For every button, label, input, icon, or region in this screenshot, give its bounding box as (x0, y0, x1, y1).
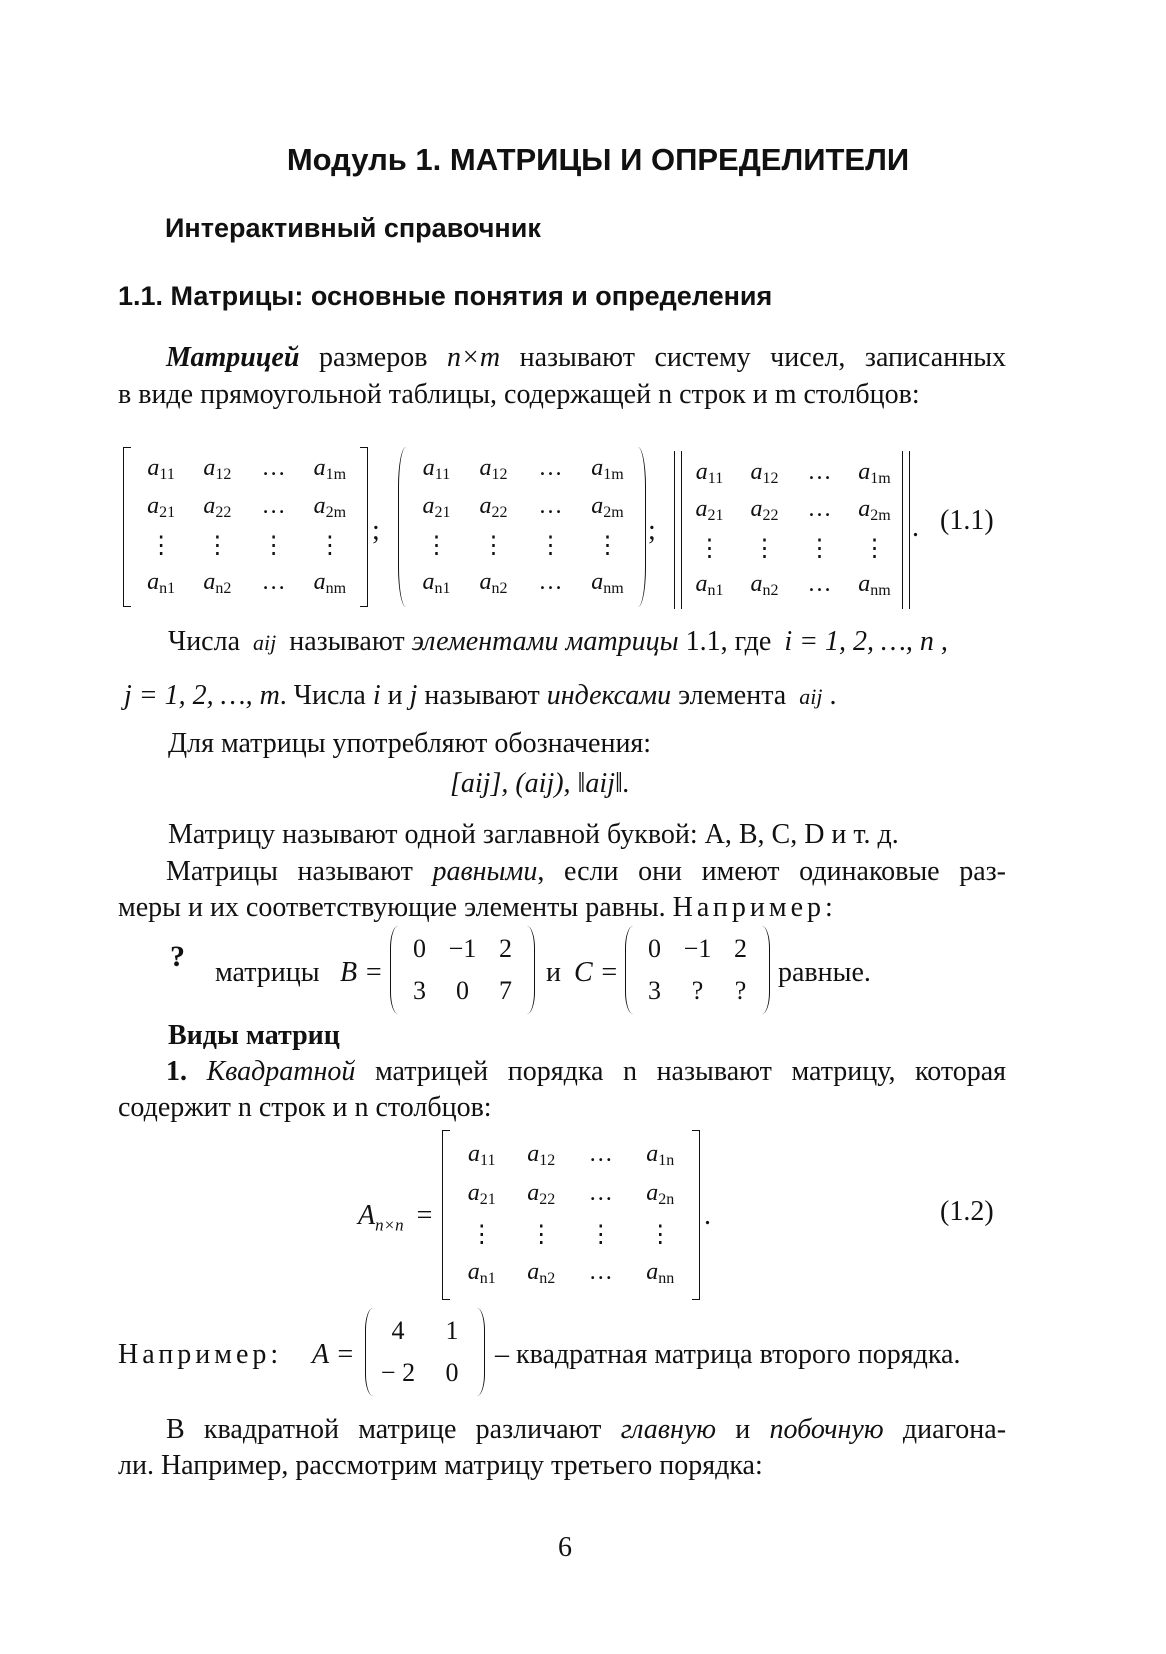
subscript: 1m (325, 466, 347, 483)
matrix-cell: $a_{1m}$ (591, 455, 624, 483)
text: матрицей порядка n называют матрицу, которая (374, 1056, 1006, 1087)
matrix-cell: … (538, 493, 563, 519)
matrix-cell: ⋮ (648, 1221, 673, 1248)
subscript: 22 (539, 1191, 556, 1209)
matrix-cell: $a_{22}$ (479, 493, 508, 521)
example-label: Например: (672, 892, 837, 923)
matrix-cell: ? (734, 976, 747, 1005)
example-2-label: Например: (118, 1339, 283, 1370)
matrix-a-label: A = (312, 1339, 355, 1370)
matrix-cell: … (588, 1140, 613, 1167)
matrix-cell: $a_{22}$ (750, 496, 779, 525)
matrix-square-brackets (123, 447, 368, 607)
matrix-cell: 3 (648, 976, 661, 1005)
subscript: n2 (539, 1270, 556, 1288)
subscript: 2n (658, 1191, 675, 1209)
matrix-cell: ⋮ (595, 533, 620, 559)
matrix-a-nxn (442, 1130, 700, 1300)
matrix-cell: −1 (683, 934, 712, 963)
subscript: 1m (870, 469, 891, 487)
matrix-b (390, 926, 535, 1014)
matrix-cell: … (261, 569, 286, 595)
matrix-cell: $a_{2m}$ (858, 496, 891, 525)
text: называют (289, 626, 405, 657)
types-heading: Виды матриц (168, 1020, 340, 1051)
text: элемента (678, 680, 787, 711)
matrix-cell: 0 (648, 934, 661, 963)
matrix-cell: … (538, 569, 563, 595)
right-paren (638, 447, 646, 607)
subscript: 11 (159, 466, 175, 483)
subscript: 1m (603, 466, 624, 483)
matrix-cell: $a_{n2}$ (203, 569, 232, 597)
subscript: 22 (762, 507, 779, 525)
matrix-cell: ? (691, 976, 704, 1005)
text: , если они имеют одинаковые раз- (537, 856, 1007, 887)
right-bracket (360, 447, 368, 607)
subscript: 12 (491, 466, 508, 483)
matrix-cell: … (261, 493, 286, 519)
matrix-cell: $a_{nm}$ (313, 569, 347, 597)
text: . Числа (279, 680, 366, 711)
subscript: 11 (480, 1151, 496, 1169)
term-square: Квадратной (206, 1056, 356, 1087)
matrix-cell: $a_{21}$ (467, 1180, 496, 1209)
subscript: 21 (707, 507, 724, 525)
term-equal: равными (432, 856, 538, 887)
paragraph-5-line-2 (118, 890, 837, 926)
list-number: 1. (166, 1056, 187, 1087)
matrix-cell: $a_{nn}$ (646, 1259, 675, 1288)
subscript: n1 (479, 1270, 496, 1288)
text: называют (424, 680, 540, 711)
subscript: 11 (707, 469, 724, 487)
paragraph-2-line-1 (168, 624, 1008, 661)
text: размеров (318, 342, 428, 373)
text: диагона- (902, 1414, 1007, 1445)
text: называют систему чисел, записанных (519, 342, 1006, 373)
matrix-cell: … (588, 1180, 613, 1207)
matrix-cell: ⋮ (697, 535, 722, 562)
matrix-cell: ⋮ (588, 1221, 613, 1248)
subscript: n1 (159, 580, 176, 597)
matrix-cell: $a_{22}$ (527, 1180, 556, 1209)
text: и (387, 680, 403, 711)
matrix-double-bars (674, 451, 910, 609)
paragraph-1-line-2: в виде прямоугольной таблицы, содержащей n строк и m столбцов: (118, 379, 920, 410)
subscript: nm (603, 580, 624, 597)
matrix-cell: $a_{21}$ (422, 493, 451, 521)
matrix-cell: $a_{2m}$ (591, 493, 624, 521)
matrix-cell: 0 (456, 976, 469, 1005)
paragraph-3: Для матрицы употребляют обозначения: (168, 728, 652, 759)
matrix-parentheses (398, 447, 646, 607)
subscript: 21 (434, 504, 451, 521)
matrix-cell: $a_{12}$ (479, 455, 508, 483)
text: и (735, 1414, 751, 1445)
paragraph-6-line-1 (118, 1054, 1006, 1090)
matrix-cell: … (261, 455, 286, 481)
subscript: 12 (215, 466, 232, 483)
matrix-cell: ⋮ (205, 533, 230, 559)
matrix-cell: −1 (448, 934, 477, 963)
lhs-symbol: A (358, 1200, 376, 1231)
matrix-cell: $a_{1m}$ (858, 458, 891, 487)
separator: ; (372, 515, 380, 546)
text: В квадратной матрице различают (166, 1414, 602, 1445)
text-equal: равные. (778, 957, 871, 988)
matrix-cell: … (538, 455, 563, 481)
subscript: n2 (762, 582, 779, 600)
matrix-cell: − 2 (380, 1358, 416, 1387)
paragraph-1 (118, 340, 1006, 376)
subscript: 2m (603, 504, 624, 521)
paragraph-7-line-2: ли. Например, рассмотрим матрицу третьего порядка: (118, 1450, 763, 1481)
matrix-cell: 2 (499, 934, 512, 963)
subscript: 12 (539, 1151, 556, 1169)
matrix-cell: … (588, 1259, 613, 1286)
matrix-a-example (365, 1308, 485, 1396)
equation-label-1-1: (1.1) (940, 505, 994, 536)
i-range: i = 1, 2, …, n , (784, 626, 948, 657)
matrix-cell: $a_{1n}$ (646, 1140, 675, 1169)
subscript: 2m (325, 504, 347, 521)
subscript: nn (658, 1270, 675, 1288)
matrix-cell: 4 (391, 1316, 405, 1345)
matrix-cell: $a_{n1}$ (467, 1259, 496, 1288)
term-main: главную (620, 1414, 717, 1445)
matrix-c-label: C = (574, 957, 619, 988)
matrix-cell: $a_{n2}$ (527, 1259, 556, 1288)
matrix-cell: 0 (445, 1358, 459, 1387)
matrix-cell: ⋮ (261, 533, 286, 559)
paragraph-7-line-1 (118, 1412, 1006, 1448)
matrix-cell: $a_{21}$ (147, 493, 176, 521)
subscript: 21 (479, 1191, 496, 1209)
matrix-cell: ⋮ (469, 1221, 494, 1248)
notation-line: [aij], (aij), ‖aij‖. (450, 768, 630, 799)
subscript: nm (870, 582, 891, 600)
matrix-cell: ⋮ (317, 533, 342, 559)
matrix-cell: $a_{n2}$ (750, 571, 779, 600)
matrix-cell: $a_{11}$ (147, 455, 175, 483)
page-title: Модуль 1. МАТРИЦЫ И ОПРЕДЕЛИТЕЛИ (286, 142, 910, 177)
matrix-cell: $a_{12}$ (203, 455, 232, 483)
subscript: n1 (707, 582, 724, 600)
subscript: 11 (434, 466, 451, 483)
matrix-cell: $a_{12}$ (750, 458, 779, 487)
j-range: j = 1, 2, …, m (124, 680, 280, 711)
matrix-cell: $a_{11}$ (695, 458, 724, 487)
matrix-cell: 0 (413, 934, 426, 963)
matrix-cell: 3 (413, 976, 426, 1005)
subscript: 12 (762, 469, 779, 487)
element-aij: aij (799, 684, 823, 709)
matrix-cell: $a_{11}$ (468, 1140, 496, 1169)
section-title: 1.1. Матрицы: основные понятия и определения (118, 281, 773, 311)
subscript: 21 (159, 504, 176, 521)
paragraph-2-line-2 (124, 678, 836, 715)
example-2-text: – квадратная матрица второго порядка. (495, 1339, 961, 1370)
term-elements: элементами матрицы (411, 626, 679, 657)
matrix-cell: ⋮ (481, 533, 506, 559)
paragraph-5-line-1 (118, 854, 1006, 890)
subscript: n2 (215, 580, 232, 597)
paragraph-6-line-2: содержит n строк и n столбцов: (118, 1092, 492, 1123)
matrix-cell: … (807, 458, 832, 485)
example-1-text: матрицы (215, 957, 320, 988)
matrix-cell: $a_{11}$ (422, 455, 451, 483)
matrix-cell: $a_{n1}$ (422, 569, 451, 597)
term-indices: индексами (546, 680, 672, 711)
matrix-cell: 2 (734, 934, 747, 963)
left-bracket (123, 447, 131, 607)
subscript: nm (325, 580, 347, 597)
subscript: n1 (434, 580, 451, 597)
matrix-cell: ⋮ (424, 533, 449, 559)
matrix-cell: 1 (445, 1316, 459, 1345)
element-aij: aij (253, 630, 277, 655)
index-i: i (372, 680, 381, 711)
matrix-cell: $a_{n1}$ (147, 569, 176, 597)
subscript: 2m (870, 507, 891, 525)
matrix-cell: 7 (499, 976, 512, 1005)
question-icon: ? (170, 940, 185, 973)
matrix-cell: $a_{12}$ (527, 1140, 556, 1169)
size-expr: n×m (446, 342, 501, 373)
left-bracket (442, 1130, 450, 1300)
matrix-cell: … (807, 571, 832, 598)
term-secondary: побочную (769, 1414, 884, 1445)
subscript: 1n (658, 1151, 675, 1169)
matrix-cell: $a_{nm}$ (858, 571, 891, 600)
text-and: и (546, 957, 561, 988)
equation-label-1-2: (1.2) (940, 1196, 994, 1227)
subscript: 22 (491, 504, 508, 521)
text: Матрицы называют (166, 856, 413, 887)
eq2-lhs (358, 1200, 432, 1236)
term-matrix: Матрицей (166, 342, 300, 373)
subscript: n2 (491, 580, 508, 597)
matrix-c (625, 926, 770, 1014)
matrix-cell: $a_{n2}$ (479, 569, 508, 597)
text: . (829, 680, 837, 711)
right-bracket (692, 1130, 700, 1300)
equals-sign: = (416, 1200, 433, 1231)
page-number: 6 (558, 1532, 572, 1563)
separator: ; (648, 515, 656, 546)
lhs-subscript: n×n (375, 1215, 404, 1235)
matrix-cell: $a_{2n}$ (646, 1180, 675, 1209)
matrix-cell: ⋮ (538, 533, 563, 559)
matrix-b-label: B = (340, 957, 383, 988)
text: Числа (168, 626, 241, 657)
period: . (704, 1200, 711, 1231)
subscript: 22 (215, 504, 232, 521)
right-double-bar (902, 451, 910, 609)
matrix-cell: ⋮ (807, 535, 832, 562)
matrix-cell: ⋮ (529, 1221, 554, 1248)
matrix-cell: … (807, 496, 832, 523)
text: 1.1, где (685, 626, 772, 657)
matrix-cell: $a_{n1}$ (695, 571, 724, 600)
matrix-cell: $a_{1m}$ (313, 455, 347, 483)
matrix-cell: $a_{2m}$ (313, 493, 347, 521)
matrix-cell: $a_{21}$ (695, 496, 724, 525)
left-paren (398, 447, 406, 607)
period: . (912, 512, 919, 543)
matrix-cell: $a_{nm}$ (591, 569, 624, 597)
paragraph-4: Матрицу называют одной заглавной буквой: A, B, C, D и т. д. (168, 819, 899, 850)
text: меры и их соответствующие элементы равны. (118, 892, 666, 923)
matrix-cell: ⋮ (862, 535, 887, 562)
matrix-cell: ⋮ (752, 535, 777, 562)
matrix-cell: ⋮ (149, 533, 174, 559)
index-j: j (409, 680, 418, 711)
subheading: Интерактивный справочник (165, 213, 541, 243)
matrix-cell: $a_{22}$ (203, 493, 232, 521)
